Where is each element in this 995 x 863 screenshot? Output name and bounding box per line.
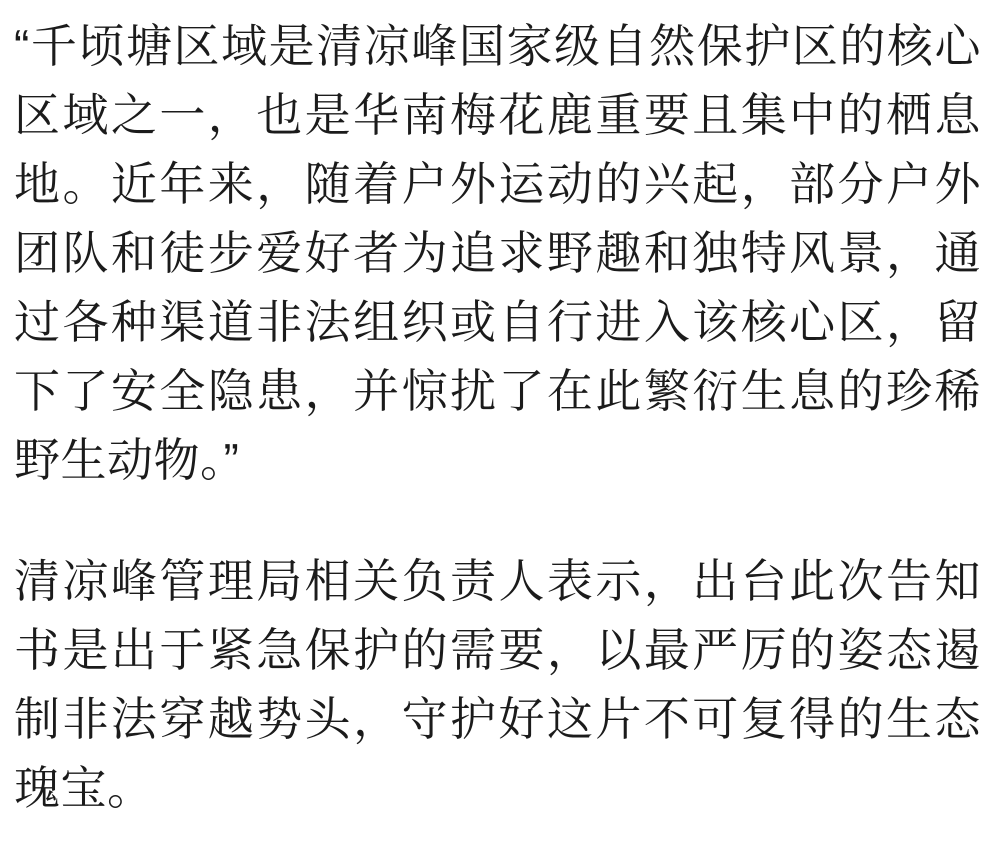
statement-paragraph: 清凉峰管理局相关负责人表示，出台此次告知书是出于紧急保护的需要，以最严厉的姿态遏制非法穿越势头，守护好这片不可复得的生态瑰宝。: [14, 555, 981, 814]
quote-paragraph: “千顷塘区域是清凉峰国家级自然保护区的核心区域之一，也是华南梅花鹿重要且集中的栖息地。近年来，随着户外运动的兴起，部分户外团队和徒步爱好者为追求野趣和独特风景，通过各种渠道非法组织或自行进入该核心区，留下了安全隐患，并惊扰了在此繁衍生息的珍稀野生动物。”: [14, 20, 981, 486]
